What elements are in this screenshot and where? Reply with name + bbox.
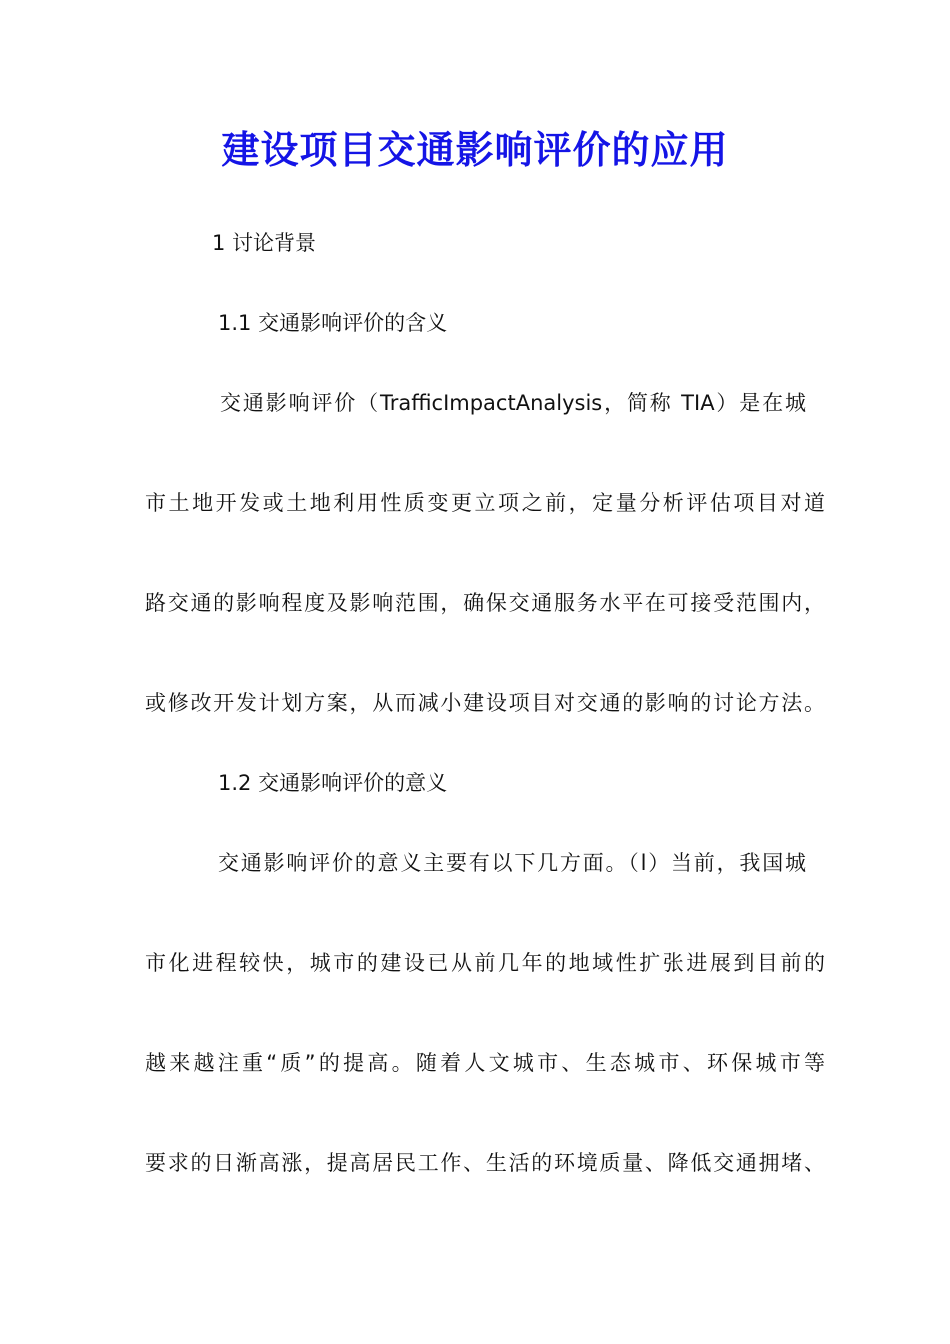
paragraph-1-line-4: 或修改开发计划方案，从而减小建设项目对交通的影响的讨论方法。 (145, 691, 825, 715)
subsection-heading-1-1: 1.1 交通影响评价的含义 (218, 311, 448, 335)
paragraph-1-line-1: 交通影响评价（TrafficImpactAnalysis，简称 TIA）是在城 (220, 391, 806, 415)
paragraph-1-line-2: 市土地开发或土地利用性质变更立项之前，定量分析评估项目对道 (145, 491, 825, 515)
paragraph-2-line-2: 市化进程较快，城市的建设已从前几年的地域性扩张进展到目前的 (145, 951, 825, 975)
paragraph-2-line-3: 越来越注重“质”的提高。随着人文城市、生态城市、环保城市等 (145, 1051, 825, 1075)
paragraph-2-line-4: 要求的日渐高涨，提高居民工作、生活的环境质量、降低交通拥堵、 (145, 1151, 825, 1175)
paragraph-1-line-3: 路交通的影响程度及影响范围，确保交通服务水平在可接受范围内， (145, 591, 825, 615)
subsection-heading-1-2: 1.2 交通影响评价的意义 (218, 771, 448, 795)
section-heading-1: 1 讨论背景 (212, 231, 317, 255)
document-title: 建设项目交通影响评价的应用 (221, 127, 729, 172)
paragraph-2-line-1: 交通影响评价的意义主要有以下几方面。（l）当前，我国城 (218, 851, 806, 875)
